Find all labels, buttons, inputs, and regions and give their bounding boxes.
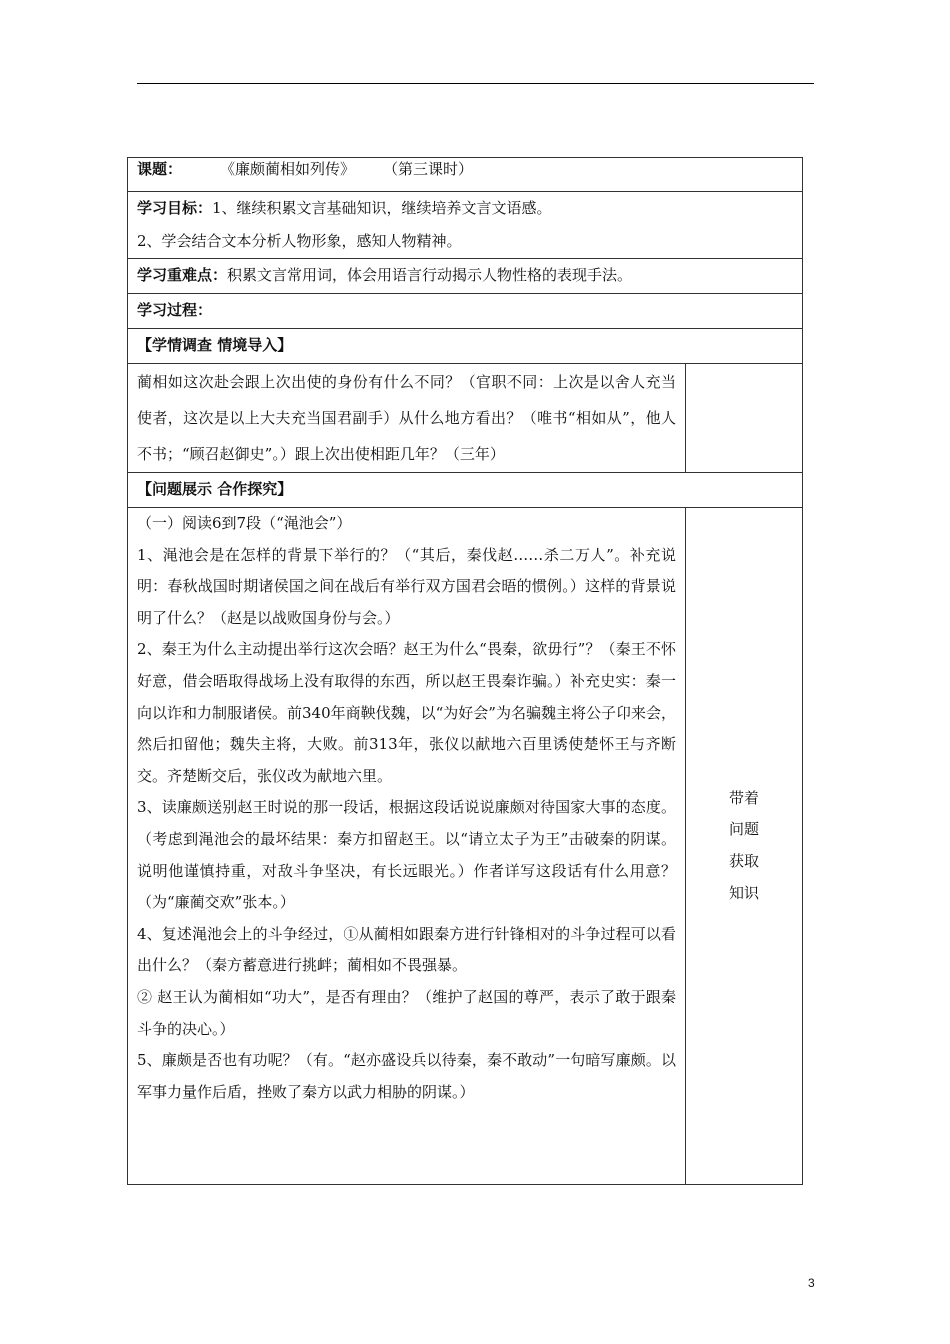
section1-text: 蔺相如这次赴会跟上次出使的身份有什么不同？（官职不同：上次是以舍人充当使者，这次是以上大夫充当国君副手）从什么地方看出？（唯书“相如从”，他人不书；“顾召赵御史”。）跟上次出使相距几年？（三年） (137, 373, 676, 463)
section2-text-cell (128, 508, 686, 1185)
title-cell (128, 158, 803, 192)
section2-heading-cell (128, 473, 803, 508)
title-label: 课题： (137, 160, 183, 178)
goals-cell (128, 192, 803, 259)
process-cell (128, 294, 803, 329)
goals-label: 学习目标： (137, 199, 213, 217)
goal-item: 2、学会结合文本分析人物形象，感知人物精神。 (137, 232, 462, 250)
key-points-cell (128, 259, 803, 294)
lesson-period: （第三课时） (383, 160, 474, 178)
question-4-sub: ② 赵王认为蔺相如“功大”，是否有理由？（维护了赵国的尊严，表示了敢于跟秦斗争的决心。） (137, 987, 676, 1038)
process-row (128, 294, 803, 329)
key-points-text: 积累文言常用词，体会用语言行动揭示人物性格的表现手法。 (227, 266, 633, 284)
question-1: 1、渑池会是在怎样的背景下举行的？（“其后，秦伐赵……杀二万人”。补充说明：春秋战国时期诸侯国之间在战后有举行双方国君会晤的惯例。）这样的背景说明了什么？（赵是以战败国身份与会。） (137, 545, 676, 627)
reading-instruction: （一）阅读6到7段（“渑池会”） (137, 514, 352, 532)
lesson-plan-table (127, 157, 803, 1185)
header-rule (137, 83, 814, 84)
section1-heading: 【学情调查 情境导入】 (137, 336, 293, 354)
process-label: 学习过程： (137, 301, 213, 319)
key-points-label: 学习重难点： (137, 266, 228, 284)
key-points-row (128, 259, 803, 294)
section1-content-row (128, 364, 803, 473)
section1-heading-row (128, 329, 803, 364)
question-2: 2、秦王为什么主动提出举行这次会晤？赵王为什么“畏秦，欲毋行”？（秦王不怀好意，借会晤取得战场上没有取得的东西，所以赵王畏秦诈骗。）补充史实：秦一向以诈和力制服诸侯。前340年商鞅伐魏，以“为好会”为名骗魏主将公子卬来会，然后扣留他；魏失主将，大败。前313年，张仪以献地六百里诱使楚怀王与齐断交。齐楚断交后，张仪改为献地六里。 (137, 640, 676, 785)
goals-row (128, 192, 803, 259)
title-row (128, 158, 803, 192)
side-note-line: 知识 (729, 883, 760, 902)
goal-item: 1、继续积累文言基础知识，继续培养文言文语感。 (212, 199, 552, 217)
section1-heading-cell (128, 329, 803, 364)
section1-text-cell (128, 364, 686, 473)
side-note-line: 带着 (729, 788, 760, 807)
question-5: 5、廉颇是否也有功呢？（有。“赵亦盛设兵以待秦，秦不敢动”一句暗写廉颇。以军事力量作后盾，挫败了秦方以武力相胁的阴谋。） (137, 1051, 676, 1101)
section2-heading-row (128, 473, 803, 508)
side-note-line: 获取 (729, 852, 760, 870)
lesson-title: 《廉颇蔺相如列传》 (220, 160, 356, 178)
question-3: 3、读廉颇送别赵王时说的那一段话，根据这段话说说廉颇对待国家大事的态度。（考虑到渑池会的最坏结果：秦方扣留赵王。以“请立太子为王”击破秦的阴谋。说明他谨慎持重，对敌斗争坚决，有长远眼光。）作者详写这段话有什么用意？（为“廉蔺交欢”张本。） (137, 798, 676, 912)
side-note-cell (686, 508, 803, 1185)
section1-side-cell (686, 364, 803, 473)
side-note-line: 问题 (729, 820, 760, 839)
section2-heading: 【问题展示 合作探究】 (137, 480, 293, 498)
question-4: 4、复述渑池会上的斗争经过，①从蔺相如跟秦方进行针锋相对的斗争过程可以看出什么？（秦方蓄意进行挑衅；蔺相如不畏强暴。 (137, 924, 676, 975)
page-number: 3 (808, 1276, 815, 1290)
section2-content-row (128, 508, 803, 1185)
